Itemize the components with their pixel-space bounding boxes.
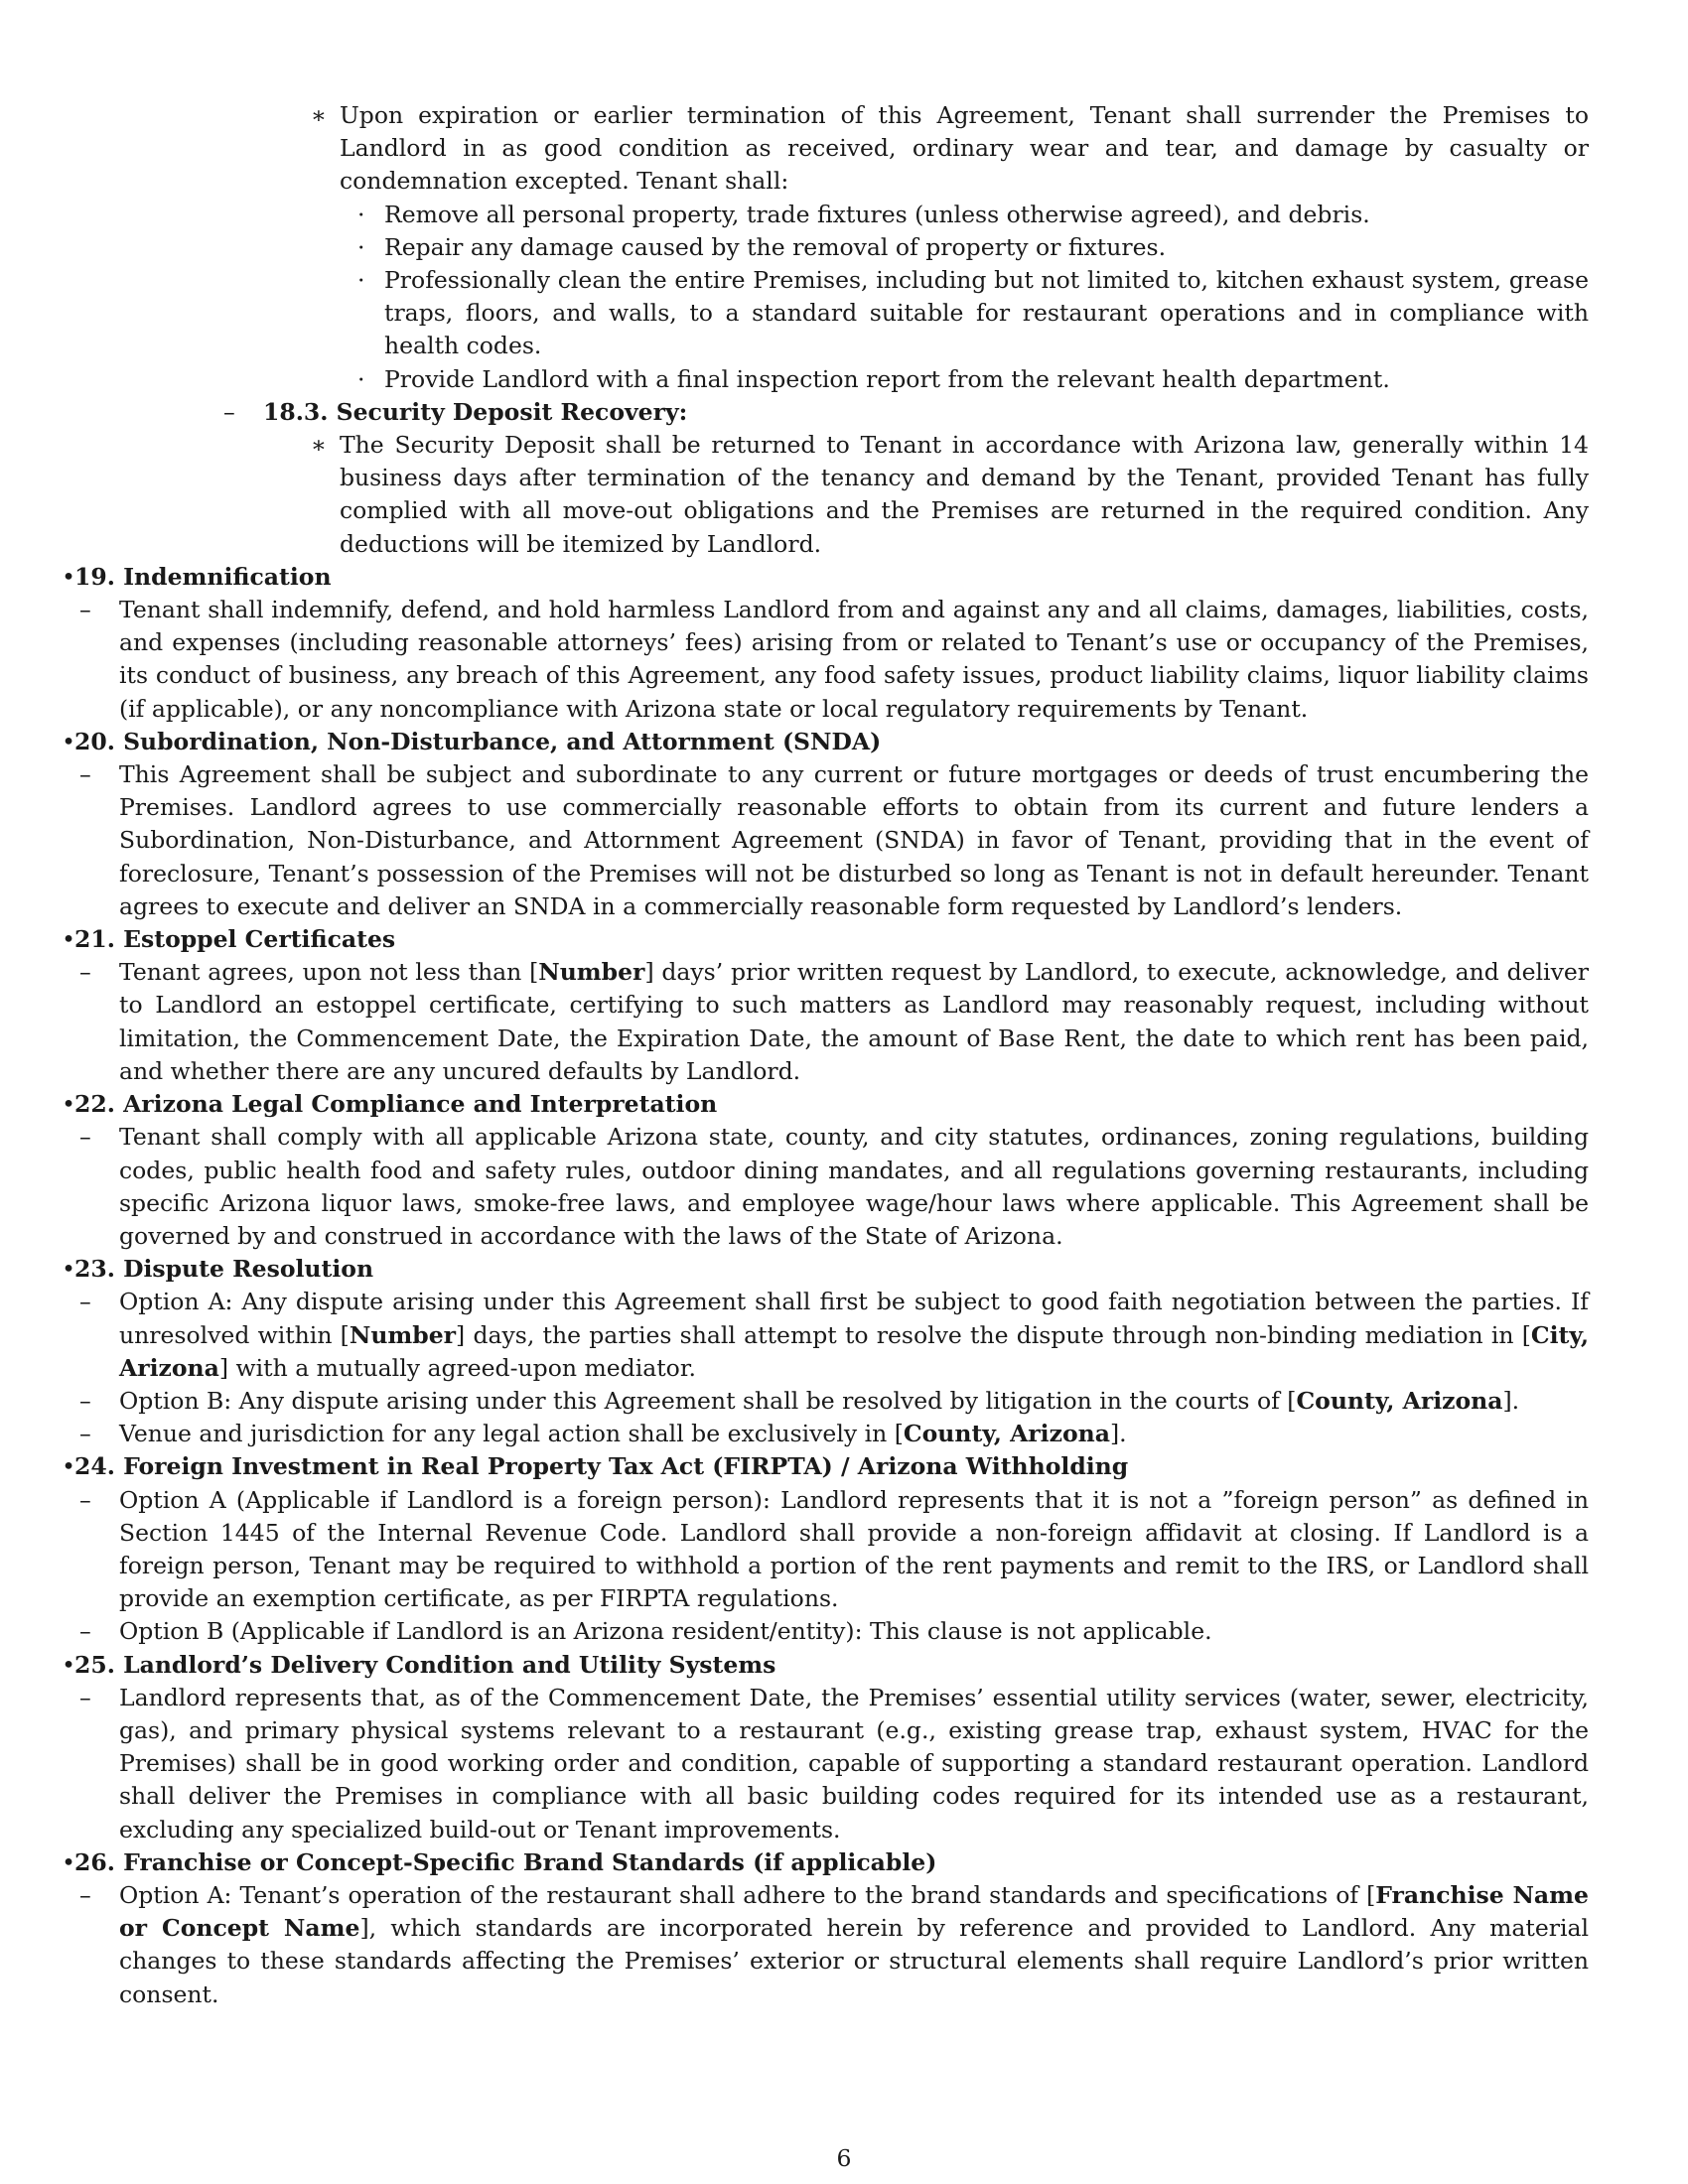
dash-bullet: –	[79, 958, 91, 987]
subitem-text: Provide Landlord with a final inspection report from the relevant health department.	[384, 364, 1390, 393]
list-item	[340, 363, 1589, 396]
placeholder-number: Number	[538, 958, 645, 987]
section-text: Tenant shall comply with all applicable Arizona state, county, and city statutes, ordinances, zoning regulations, building codes, public health food and safety rules, outdoor dining mandates, and all regulations governing restaurants, including specific Arizona liquor laws, smoke-free laws, and employee wage/hour laws where applicable. This Agreement shall be governed by and construed in accordance with the laws of the State of Arizona.	[119, 1123, 1589, 1250]
page-number: 6	[836, 2144, 852, 2172]
section-text: Option A (Applicable if Landlord is a foreign person): Landlord represents that it is not a ”foreign person” as defined in Section 1445 of the Internal Revenue Code. Landlord shall provide a non-foreign affidavit at closing. If Landlord is a foreign person, Tenant may be required to withhold a portion of the rent payments and remit to the IRS, or Landlord shall provide an exemption certificate, as per FIRPTA regulations.	[119, 1485, 1589, 1613]
dot-bullet: ·	[357, 200, 365, 228]
text-run: Option A: Tenant’s operation of the restaurant shall adhere to the brand standards and specifications of [	[119, 1880, 1376, 1909]
document-body	[62, 99, 1589, 2011]
section-25	[45, 1649, 1589, 1846]
list-item	[199, 429, 1589, 561]
section-text: Tenant shall indemnify, defend, and hold harmless Landlord from and against any and all claims, damages, liabilities, costs, and expenses (including reasonable attorneys’ fees) arising from or related to Tenant’s use or occupancy of the Premises, its conduct of business, any breach of this Agreement, any food safety issues, product liability claims, liquor liability claims (if applicable), or any noncompliance with Arizona state or local regulatory requirements by Tenant.	[119, 596, 1589, 723]
list-item	[199, 99, 1589, 199]
list-item	[79, 1615, 1589, 1648]
bullet: •	[62, 1255, 75, 1284]
section-title: 20. Subordination, Non-Disturbance, and Attornment (SNDA)	[74, 727, 882, 755]
dash-bullet: –	[79, 1386, 91, 1415]
list-item	[340, 199, 1589, 231]
bullet: •	[62, 1452, 75, 1481]
section-22	[45, 1088, 1589, 1253]
security-deposit-text: The Security Deposit shall be returned to Tenant in accordance with Arizona law, generally within 14 business days after termination of the tenancy and demand by the Tenant, provided Tenant has fully complied with all move-out obligations and the Premises are returned in the required condition. Any deductions will be itemized by Landlord.	[340, 431, 1589, 558]
list-item	[79, 956, 1589, 1088]
asterisk-bullet: ∗	[311, 101, 327, 129]
placeholder-county: County, Arizona	[1296, 1386, 1503, 1415]
section-title: 22. Arizona Legal Compliance and Interpretation	[74, 1090, 718, 1119]
surrender-text: Upon expiration or earlier termination of this Agreement, Tenant shall surrender the Premises to Landlord in as good condition as received, ordinary wear and tear, and damage by casualty or condemnation excepted. Tenant shall:	[340, 101, 1589, 196]
section-title: 25. Landlord’s Delivery Condition and Utility Systems	[74, 1650, 776, 1679]
text-run: Tenant agrees, upon not less than [	[119, 958, 539, 987]
placeholder-county: County, Arizona	[903, 1420, 1110, 1448]
section-24	[45, 1450, 1589, 1648]
dash-bullet: –	[79, 596, 91, 624]
dash-bullet: –	[79, 1288, 91, 1316]
list-item	[79, 1682, 1589, 1846]
section-21	[45, 923, 1589, 1088]
placeholder-franchise: Franchise Name or Concept Name	[119, 1880, 1589, 1943]
placeholder-number: Number	[349, 1320, 457, 1349]
dash-bullet: –	[79, 1683, 91, 1711]
text-run: Venue and jurisdiction for any legal action shall be exclusively in [	[119, 1420, 904, 1448]
list-item	[340, 231, 1589, 264]
text-run: Option A: Any dispute arising under this Agreement shall first be subject to good faith negotiation between the parties. If unresolved within [	[119, 1288, 1589, 1349]
bullet: •	[62, 562, 75, 591]
bullet: •	[62, 1847, 75, 1876]
section-18-continuation	[134, 99, 1589, 561]
subsection-18-3	[223, 396, 1589, 429]
subitem-text: Professionally clean the entire Premises, including but not limited to, kitchen exhaust system, grease traps, floors, and walls, to a standard suitable for restaurant operations and in compliance with health codes.	[384, 266, 1589, 360]
text-run: ].	[1109, 1420, 1127, 1448]
section-title: 24. Foreign Investment in Real Property Tax Act (FIRPTA) / Arizona Withholding	[74, 1452, 1129, 1481]
section-text: This Agreement shall be subject and subordinate to any current or future mortgages or deeds of trust encumbering the Premises. Landlord agrees to use commercially reasonable efforts to obtain from its current and future lenders a Subordination, Non-Disturbance, and Attornment Agreement (SNDA) in favor of Tenant, providing that in the event of foreclosure, Tenant’s possession of the Premises will not be disturbed so long as Tenant is not in default hereunder. Tenant agrees to execute and deliver an SNDA in a commercially reasonable form requested by Landlord’s lenders.	[119, 760, 1589, 920]
list-item	[79, 594, 1589, 726]
section-19	[45, 561, 1589, 726]
dash-bullet: –	[79, 1880, 91, 1909]
section-title: 23. Dispute Resolution	[74, 1255, 374, 1284]
section-text: Option B (Applicable if Landlord is an Arizona resident/entity): This clause is not applicable.	[119, 1617, 1212, 1646]
list-item	[79, 1484, 1589, 1616]
section-title: 21. Estoppel Certificates	[74, 925, 396, 954]
subsection-title: 18.3. Security Deposit Recovery:	[263, 397, 688, 426]
list-item	[79, 1286, 1589, 1385]
text-run: ].	[1502, 1386, 1520, 1415]
list-item	[79, 1121, 1589, 1253]
placeholder-city: City, Arizona	[119, 1320, 1589, 1382]
section-23	[45, 1253, 1589, 1450]
section-26	[45, 1846, 1589, 2011]
bullet: •	[62, 727, 75, 755]
dot-bullet: ·	[357, 364, 365, 393]
dash-bullet: –	[79, 1420, 91, 1448]
section-title: 26. Franchise or Concept-Specific Brand Standards (if applicable)	[74, 1847, 937, 1876]
bullet: •	[62, 1090, 75, 1119]
dash-bullet: –	[79, 1617, 91, 1646]
list-item	[79, 1385, 1589, 1418]
dot-bullet: ·	[357, 232, 365, 261]
bullet: •	[62, 925, 75, 954]
bullet: •	[62, 1650, 75, 1679]
subitem-text: Repair any damage caused by the removal of property or fixtures.	[384, 232, 1167, 261]
text-run: Option B: Any dispute arising under this Agreement shall be resolved by litigation in the courts of [	[119, 1386, 1297, 1415]
dash-bullet: –	[223, 397, 235, 426]
dash-bullet: –	[79, 1123, 91, 1152]
text-run: ], which standards are incorporated herein by reference and provided to Landlord. Any material changes to these standards affecting the Premises’ exterior or structural elements shall require Landlord’s prior written consent.	[119, 1914, 1589, 2008]
dash-bullet: –	[79, 1485, 91, 1514]
section-text: Landlord represents that, as of the Commencement Date, the Premises’ essential utility services (water, sewer, electricity, gas), and primary physical systems relevant to a restaurant (e.g., existing grease trap, exhaust system, HVAC for the Premises) shall be in good working order and condition, capable of supporting a standard restaurant operation. Landlord shall deliver the Premises in compliance with all basic building codes required for its intended use as a restaurant, excluding any specialized build-out or Tenant improvements.	[119, 1683, 1589, 1843]
subitem-text: Remove all personal property, trade fixtures (unless otherwise agreed), and debris.	[384, 200, 1370, 228]
text-run: ] days, the parties shall attempt to resolve the dispute through non-binding mediation in [	[456, 1320, 1531, 1349]
list-item	[79, 1418, 1589, 1450]
asterisk-bullet: ∗	[311, 431, 327, 460]
section-title: 19. Indemnification	[74, 562, 332, 591]
text-run: ] with a mutually agreed-upon mediator.	[218, 1353, 696, 1382]
list-item	[79, 1879, 1589, 2011]
list-item	[79, 758, 1589, 923]
list-item	[340, 264, 1589, 363]
dash-bullet: –	[79, 760, 91, 789]
section-20	[45, 726, 1589, 923]
surrender-subitems	[340, 199, 1589, 396]
dot-bullet: ·	[357, 266, 365, 295]
text-run: ] days’ prior written request by Landlord, to execute, acknowledge, and deliver to Landlord an estoppel certificate, certifying to such matters as Landlord may reasonably request, including without limitation, the Commencement Date, the Expiration Date, the amount of Base Rent, the date to which rent has been paid, and whether there are any uncured defaults by Landlord.	[119, 958, 1589, 1085]
